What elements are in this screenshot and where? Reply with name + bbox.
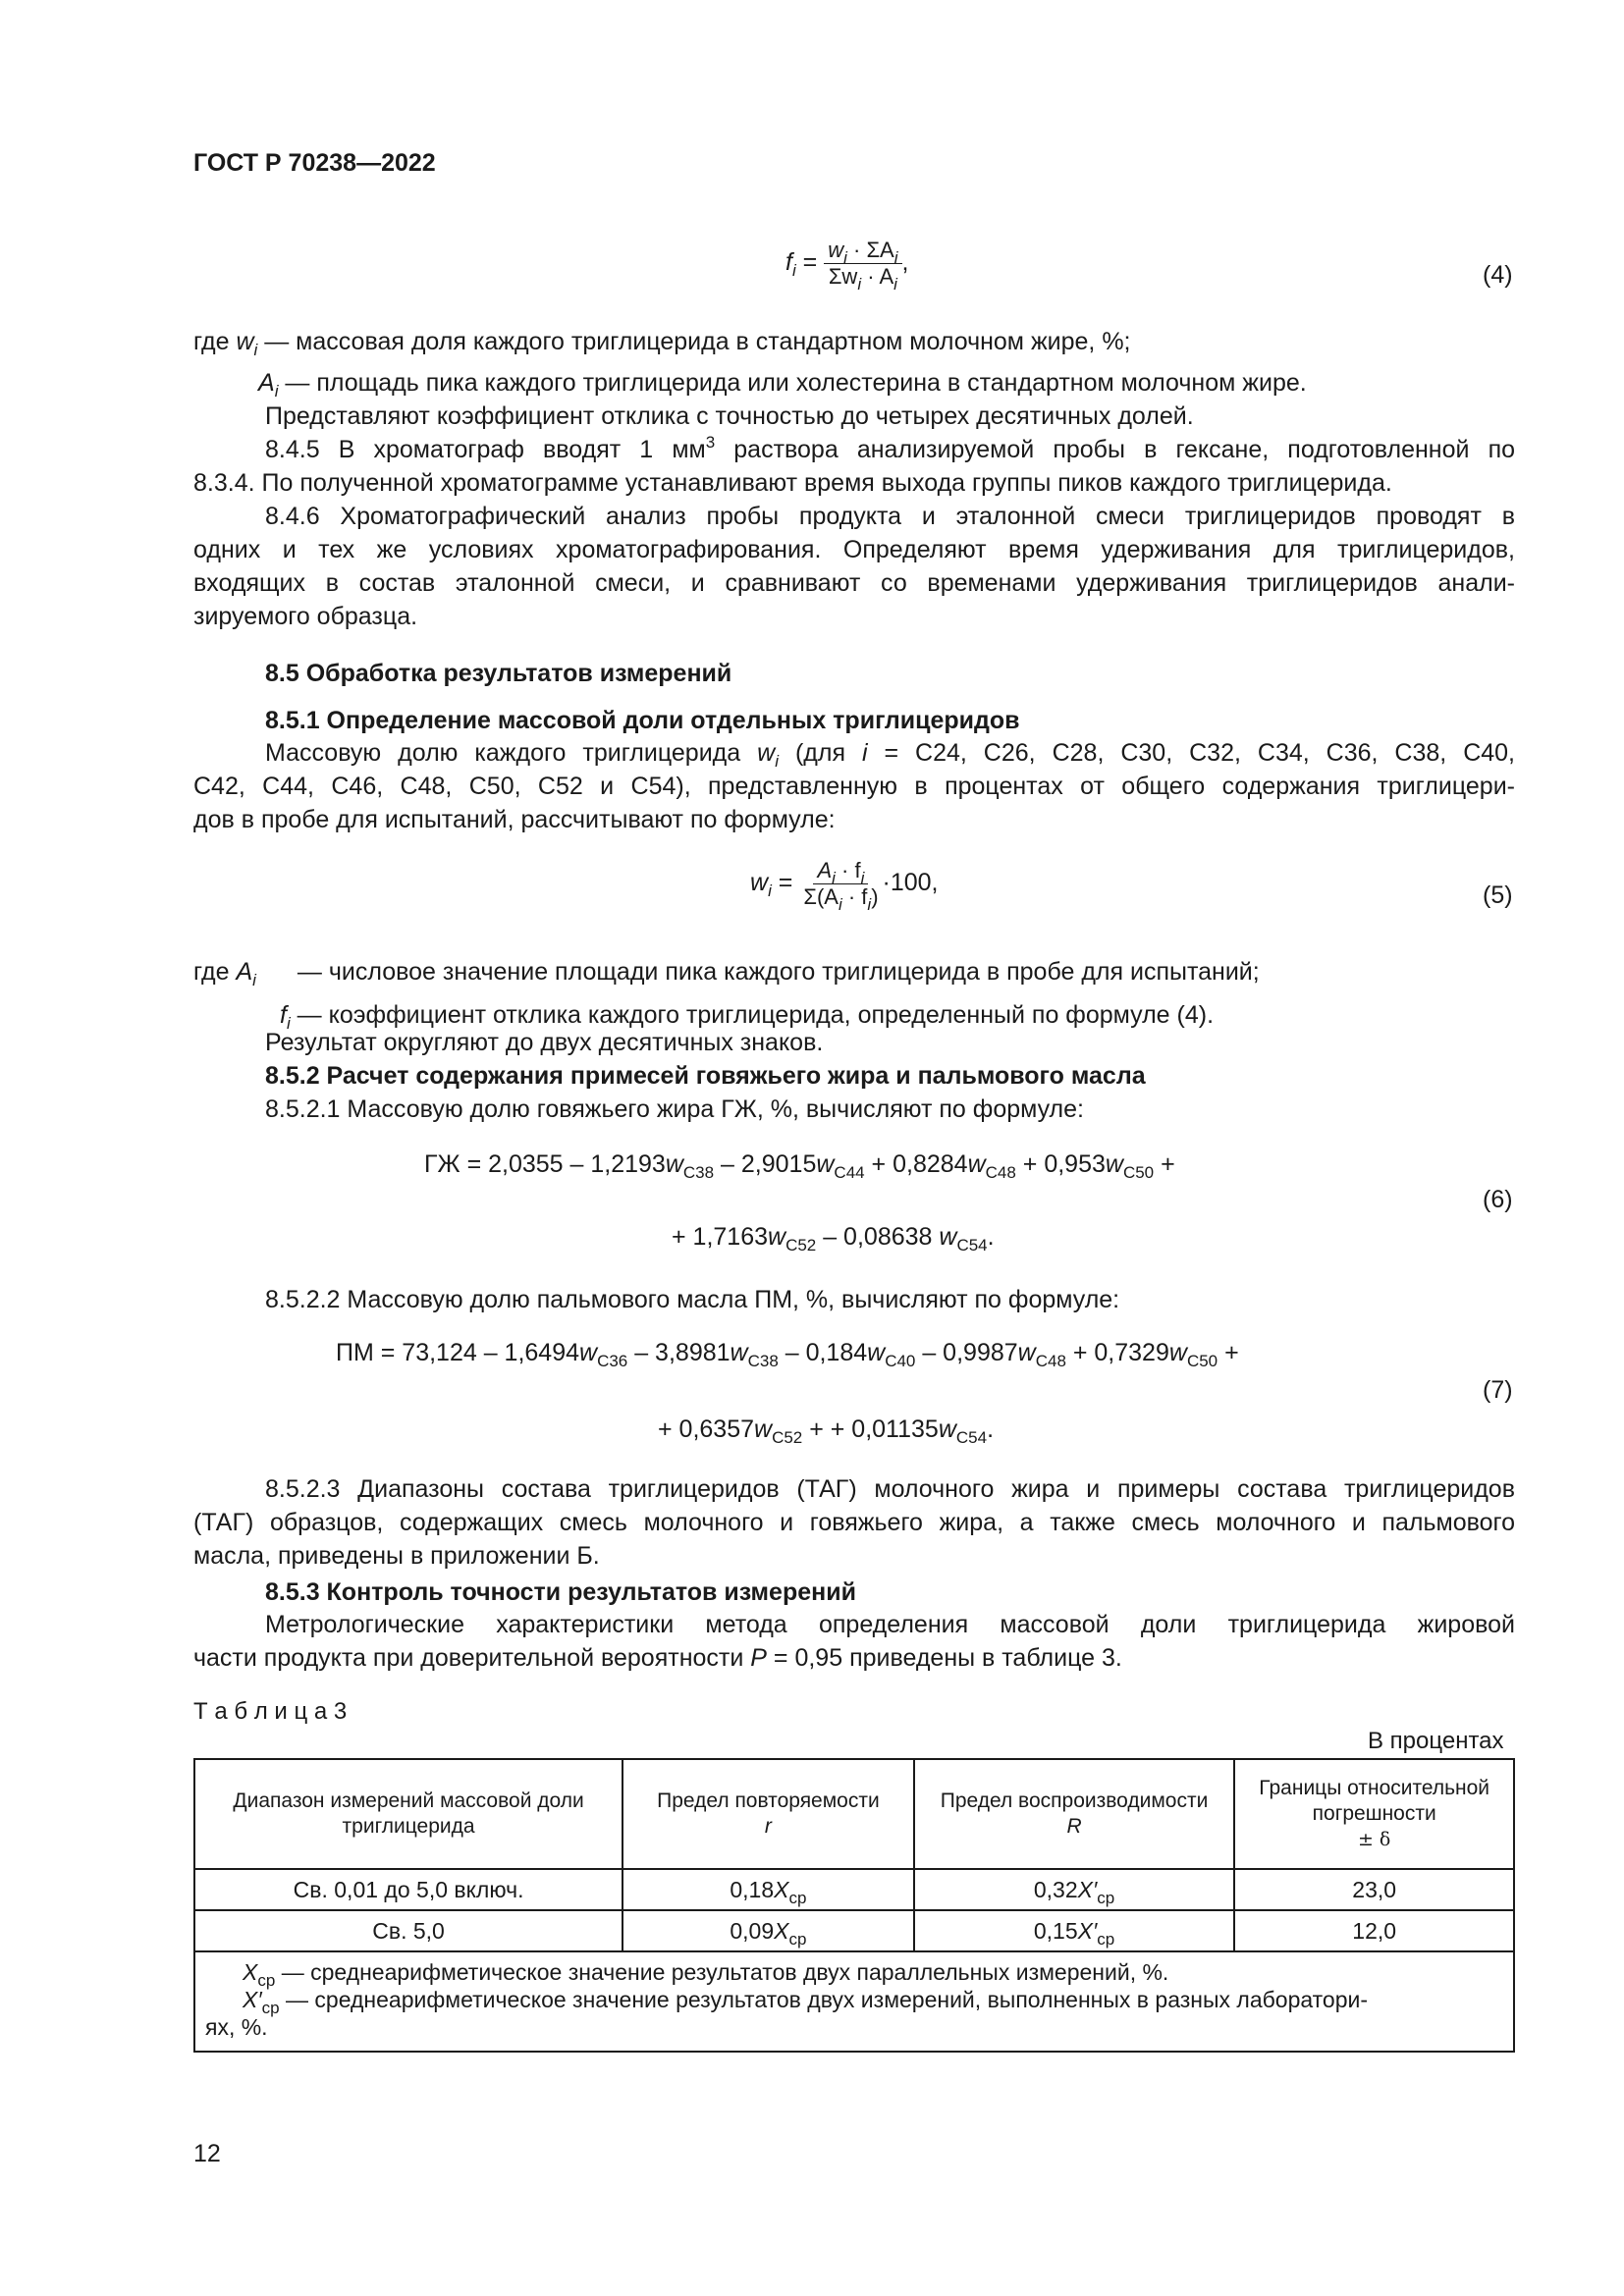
- formula-subscript: C36: [597, 1352, 628, 1370]
- table-row: Св. 5,0 $0,09X_{ср}$ $0,15X'_{ср}$ 12,0: [194, 1910, 1514, 1951]
- paragraph-8-5-2-2: 8.5.2.2 Массовую долю пальмового масла ПМ, %, вычисляют по формуле:: [265, 1286, 1120, 1313]
- header-error-bounds: Границы относительной погрешности ± δ: [1234, 1759, 1514, 1869]
- formula-term: – 0,9987: [915, 1339, 1018, 1366]
- formula-term: – 0,08638: [816, 1223, 940, 1251]
- formula-term: + 1,7163: [672, 1223, 769, 1251]
- paragraph-8-5-1: Массовую долю каждого триглицерида $w_i$ (для i = C24, C26, C28, C30, C32, C34, C36, C38, C40, C42, C44, C46, C48, C50, C52 и C54), представленную в процентах от общего содержания триглицери- дов в пробе для испытаний, рассчитывают по формуле:: [193, 739, 1516, 833]
- heading-8-5: 8.5 Обработка результатов измерений: [265, 660, 732, 687]
- page-number: 12: [193, 2140, 221, 2167]
- formula-6-line-1: [424, 1150, 1175, 1182]
- paragraph-present: Представляют коэффициент отклика с точностью до четырех десятичных долей.: [265, 402, 1194, 430]
- formula-5: $w_i$ = $\frac{A_i \cdot f_i}{\Sigma(A_i \cdot f_i)}$ ·100,: [750, 858, 939, 914]
- formula-term: + 0,953: [1015, 1150, 1106, 1178]
- formula-subscript: C38: [747, 1352, 779, 1370]
- note-x-avg: $X_{ср}$ — среднеарифметическое значение результатов двух параллельных измерений, %.: [243, 1959, 1169, 1990]
- where-a-5: где $A_i$ — числовое значение площади пика каждого триглицерида в пробе для испытаний;: [193, 958, 1260, 989]
- heading-8-5-3: 8.5.3 Контроль точности результатов измерений: [265, 1578, 856, 1606]
- where-a: $A_i$ — площадь пика каждого триглицерида или холестерина в стандартном молочном жире.: [258, 369, 1307, 400]
- formula-variable: w: [1168, 1339, 1187, 1366]
- formula-subscript: C54: [956, 1236, 988, 1255]
- header-reproducibility: Предел воспроизводимости R: [914, 1759, 1235, 1869]
- formula-term: ГЖ = 2,0355 – 1,2193: [424, 1150, 666, 1178]
- table-3: [193, 1758, 1515, 2053]
- header-repeatability: Предел повторяемости r: [623, 1759, 914, 1869]
- header-range: Диапазон измерений массовой доли триглицерида: [194, 1759, 623, 1869]
- formula-subscript: C48: [985, 1163, 1016, 1182]
- formula-term: – 3,8981: [627, 1339, 731, 1366]
- table-notes-row: [194, 1951, 1514, 2052]
- document-header: ГОСТ Р 70238—2022: [193, 149, 436, 177]
- formula-variable: w: [867, 1339, 886, 1366]
- formula-term: + + 0,01135: [802, 1415, 939, 1443]
- table-notes: [194, 1951, 1514, 2052]
- formula-subscript: C52: [772, 1428, 803, 1447]
- formula-variable: w: [939, 1223, 957, 1251]
- where-f-5: $f_i$ — коэффициент отклика каждого триглицерида, определенный по формуле (4).: [280, 1001, 1215, 1033]
- formula-variable: w: [579, 1339, 598, 1366]
- formula-subscript: C52: [785, 1236, 817, 1255]
- table-caption: Т а б л и ц а 3: [193, 1698, 348, 1725]
- where-w: где $w_i$ — массовая доля каждого триглицерида в стандартном молочном жире, %;: [193, 328, 1131, 359]
- formula-variable: w: [1017, 1339, 1036, 1366]
- paragraph-8-5-2-1: 8.5.2.1 Массовую долю говяжьего жира ГЖ, %, вычисляют по формуле:: [265, 1095, 1084, 1123]
- formula-7-line-1: [336, 1339, 1239, 1370]
- formula-variable: w: [754, 1415, 773, 1443]
- table-row: Св. 0,01 до 5,0 включ. $0,18X_{ср}$ $0,32X'_{ср}$ 23,0: [194, 1869, 1514, 1910]
- formula-subscript: C48: [1035, 1352, 1066, 1370]
- paragraph-8-5-3: Метрологические характеристики метода определения массовой доли триглицерида жировой части продукта при доверительной вероятности P = 0,95 приведены в таблице 3.: [193, 1611, 1515, 1672]
- table-units: В процентах: [1368, 1728, 1504, 1754]
- formula-variable: w: [967, 1150, 986, 1178]
- heading-8-5-1: 8.5.1 Определение массовой доли отдельных триглицеридов: [265, 707, 1020, 734]
- formula-4-number: (4): [1483, 261, 1513, 289]
- formula-subscript: C38: [682, 1163, 715, 1182]
- formula-6-number: (6): [1483, 1186, 1513, 1213]
- formula-7-number: (7): [1483, 1376, 1513, 1404]
- formula-term: .: [987, 1223, 995, 1251]
- note-continuation: ях, %.: [205, 2014, 268, 2040]
- formula-term: +: [1154, 1150, 1175, 1178]
- formula-variable: w: [768, 1223, 786, 1251]
- paragraph-8-4-5: 8.4.5 В хроматограф вводят 1 $мм^3$ раствора анализируемой пробы в гексане, подготовленной по 8.3.4. По полученной хроматограмме устанавливают время выхода группы пиков каждого триглицерида.: [193, 433, 1516, 497]
- formula-subscript: C44: [834, 1163, 865, 1182]
- formula-variable: w: [665, 1150, 683, 1178]
- paragraph-round: Результат округляют до двух десятичных знаков.: [265, 1029, 824, 1056]
- formula-term: ПМ = 73,124 – 1,6494: [336, 1339, 580, 1366]
- formula-6-line-2: [672, 1223, 995, 1255]
- paragraph-8-4-6: 8.4.6 Хроматографический анализ пробы продукта и эталонной смеси триглицеридов проводят в одних и тех же условиях хроматографирования. Определяют время удерживания для триглицеридов, входящих в состав эталонной смеси, и сравнивают со временами удерживания триглицеридов анали- зируемого образца.: [193, 503, 1515, 630]
- formula-term: – 2,9015: [714, 1150, 817, 1178]
- note-x-prime-avg: $X'_{ср}$ — среднеарифметическое значение результатов двух измерений, выполненных в разных лаборатори-: [243, 1987, 1369, 2017]
- formula-term: .: [987, 1415, 995, 1443]
- formula-variable: w: [938, 1415, 956, 1443]
- formula-term: + 0,6357: [658, 1415, 755, 1443]
- formula-5-number: (5): [1483, 881, 1513, 909]
- formula-term: + 0,7329: [1065, 1339, 1169, 1366]
- formula-subscript: C50: [1186, 1352, 1218, 1370]
- paragraph-8-5-2-3: 8.5.2.3 Диапазоны состава триглицеридов (ТАГ) молочного жира и примеры состава триглицеридов (ТАГ) образцов, содержащих смесь молочного и говяжьего жира, а также смесь молочного и пальмового масла, приведены в приложении Б.: [193, 1475, 1515, 1570]
- formula-subscript: C50: [1122, 1163, 1155, 1182]
- table-header-row: [194, 1759, 1514, 1869]
- formula-4: $f_i$ = $\frac{w_i \cdot \Sigma A_i}{\Sigma w_i \cdot A_i}$ ,: [785, 238, 909, 294]
- formula-term: + 0,8284: [864, 1150, 968, 1178]
- formula-variable: w: [730, 1339, 748, 1366]
- formula-term: +: [1218, 1339, 1239, 1366]
- formula-subscript: C40: [885, 1352, 916, 1370]
- formula-7-line-2: [658, 1415, 995, 1447]
- heading-8-5-2: 8.5.2 Расчет содержания примесей говяжьего жира и пальмового масла: [265, 1062, 1146, 1090]
- formula-variable: w: [816, 1150, 835, 1178]
- formula-variable: w: [1105, 1150, 1123, 1178]
- formula-subscript: C54: [955, 1428, 988, 1447]
- formula-term: – 0,184: [778, 1339, 868, 1366]
